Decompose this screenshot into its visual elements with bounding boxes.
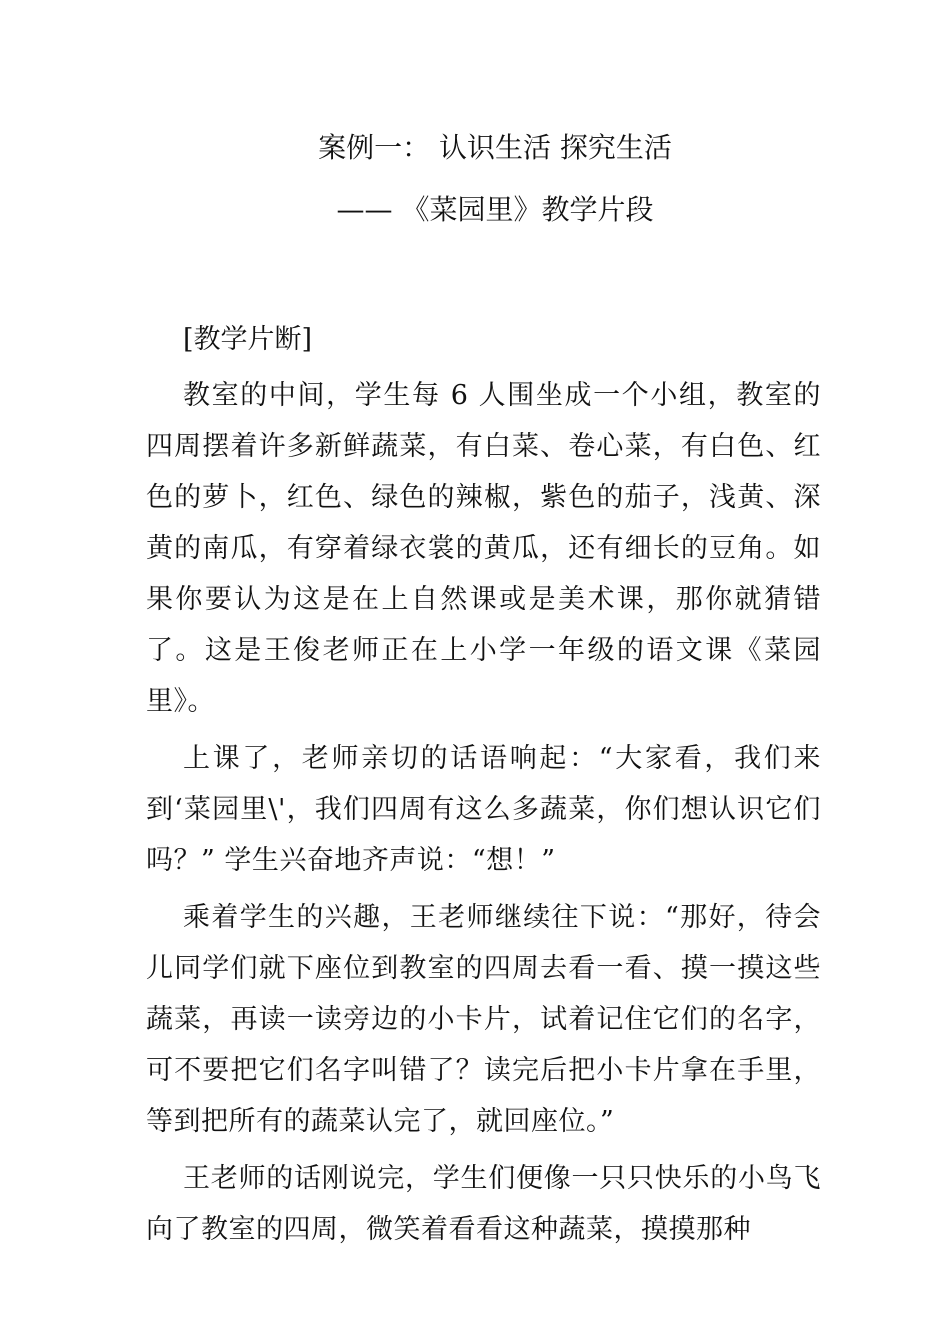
document-body — [146, 370, 821, 1261]
section-label: [教学片断] — [183, 324, 313, 355]
paragraph-1: 教室的中间，学生每 6 人围坐成一个小组，教室的四周摆着许多新鲜蔬菜，有白菜、卷心菜，有白色、红色的萝卜，红色、绿色的辣椒，紫色的茄子，浅黄、深黄的南瓜，有穿着绿衣裳的黄瓜，还有细长的豆角。如果你要认为这是在上自然课或是美术课，那你就猜错了。这是王俊老师正在上小学一年级的语文课《菜园里》。 — [146, 380, 821, 717]
paragraph-2: 上课了，老师亲切的话语响起：“大家看，我们来到‘菜园里\'，我们四周有这么多蔬菜，你们想认识它们吗？” 学生兴奋地齐声说：“想！” — [146, 743, 821, 876]
paragraph-4: 王老师的话刚说完，学生们便像一只只快乐的小鸟飞向了教室的四周，微笑着看看这种蔬菜，摸摸那种 — [146, 1163, 821, 1245]
document-subtitle: —— 《菜园里》教学片段 — [336, 193, 654, 226]
paragraph-3: 乘着学生的兴趣，王老师继续往下说：“那好，待会儿同学们就下座位到教室的四周去看一看、摸一摸这些蔬菜，再读一读旁边的小卡片，试着记住它们的名字，可不要把它们名字叫错了？读完后把小卡片拿在手里，等到把所有的蔬菜认完了，就回座位。” — [146, 902, 821, 1137]
document-title: 案例一： 认识生活 探究生活 — [318, 131, 672, 164]
